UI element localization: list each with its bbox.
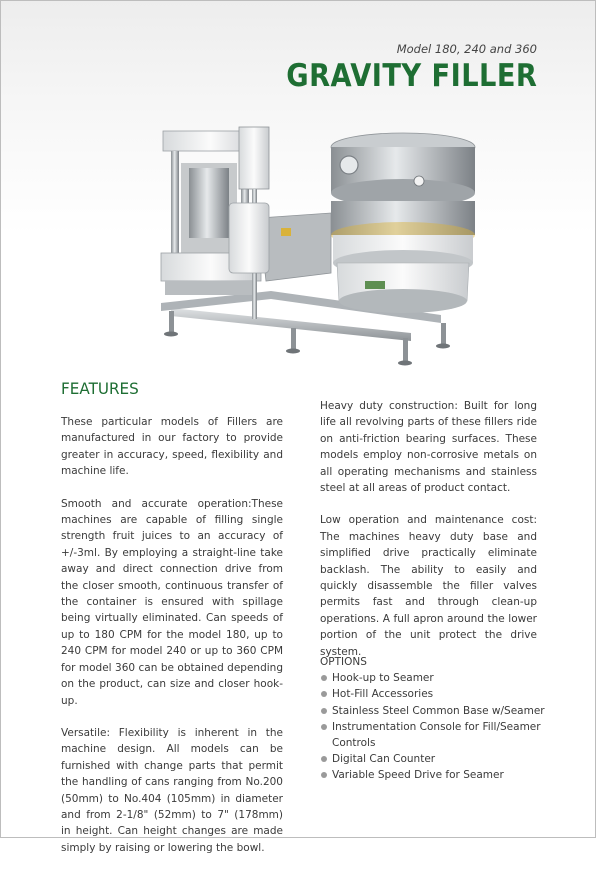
- option-label: Stainless Steel Common Base w/Seamer: [332, 704, 545, 717]
- features-paragraph: These particular models of Fillers are manufactured in our factory to provide greater in accuracy, speed, flexibility and machine life.: [61, 416, 283, 478]
- list-item: [320, 751, 560, 767]
- list-item: [320, 686, 560, 702]
- bullet-icon: [321, 675, 327, 681]
- list-item: [320, 719, 560, 751]
- options-heading: OPTIONS: [320, 656, 367, 668]
- options-section: [320, 654, 560, 784]
- list-item: [320, 670, 560, 686]
- list-item: [320, 703, 560, 719]
- features-paragraph: Heavy duty construction: Built for long life all revolving parts of these fillers ride on anti-friction bearing surfaces. These models employ non-corrosive metals on all operating mechanisms and stainless steel at all areas of product contact.: [320, 400, 537, 495]
- features-paragraph: Low operation and maintenance cost: The machines heavy duty base and simplified drive practically eliminate backlash. The ability to easily and quickly disassemble the filler valves permits fast and through clean-up operations. A full apron around the lower portion of the unit protect the drive system.: [320, 514, 537, 658]
- gravity-filler-machine-photo: [141, 123, 481, 383]
- option-label: Variable Speed Drive for Seamer: [332, 769, 504, 782]
- page-title: GRAVITY FILLER: [285, 58, 537, 94]
- option-label: Hot-Fill Accessories: [332, 688, 434, 701]
- model-subtitle: Model 180, 240 and 360: [396, 42, 537, 56]
- features-right-column: [320, 398, 537, 676]
- features-left-column: [61, 414, 283, 872]
- features-paragraph: Versatile: Flexibility is inherent in the machine design. All models can be furnished with change parts that permit the handling of cans ranging from No.200 (50mm) to No.404 (105mm) in diameter and from 2-1/8" (52mm) to 7" (178mm) in height. Can height changes are made simply by raising or lowering the bowl.: [61, 726, 283, 854]
- option-label: Instrumentation Console for Fill/Seamer Controls: [332, 720, 541, 750]
- features-paragraph: Smooth and accurate operation:These machines are capable of filling single strength fruit juices to an accuracy of +/-3ml. By employing a straight-line take away and direct connection drive from the closer smooth, continuous transfer of the container is ensured with spillage being virtually eliminated. Can speeds of up to 180 CPM for the model 180, up to 240 CPM for model 240 or up to 360 CPM for model 360 can be obtained depending on the product, can size and closer hook-up.: [61, 497, 283, 707]
- options-list: [320, 670, 560, 783]
- bullet-icon: [321, 772, 327, 778]
- bullet-icon: [321, 724, 327, 730]
- option-label: Hook-up to Seamer: [332, 672, 434, 685]
- bullet-icon: [321, 708, 327, 714]
- features-heading: FEATURES: [61, 379, 139, 398]
- bullet-icon: [321, 756, 327, 762]
- list-item: [320, 767, 560, 783]
- bullet-icon: [321, 691, 327, 697]
- option-label: Digital Can Counter: [332, 753, 436, 766]
